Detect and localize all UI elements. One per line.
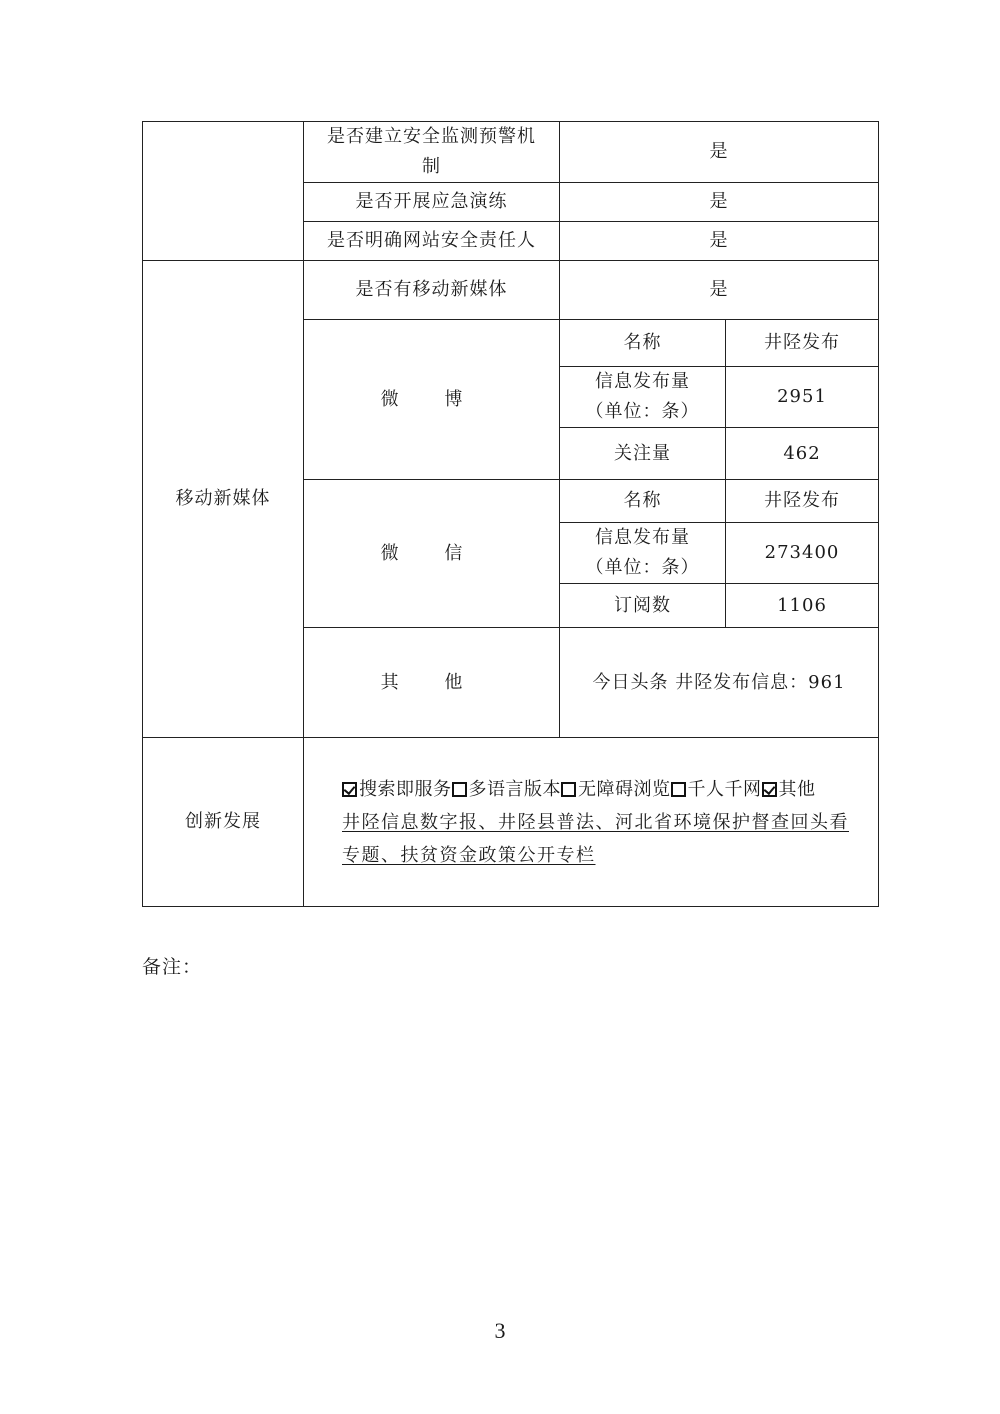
innovation-options — [342, 773, 868, 806]
checkbox-multilingual[interactable] — [452, 782, 467, 797]
weibo-follow-value: 462 — [726, 428, 879, 480]
option-label-2: 无障碍浏览 — [578, 778, 671, 800]
security-value-0: 是 — [560, 122, 879, 183]
option-label-0: 搜索即服务 — [359, 778, 452, 800]
option-label-1: 多语言版本 — [468, 778, 561, 800]
weibo-count-label: 信息发布量（单位：条） — [560, 367, 726, 428]
remarks-label: 备注： — [142, 956, 203, 978]
checkbox-search-service[interactable] — [342, 782, 357, 797]
wechat-count-value: 273400 — [726, 523, 879, 584]
checkbox-accessibility[interactable] — [561, 782, 576, 797]
wechat-count-label: 信息发布量（单位：条） — [560, 523, 726, 584]
weibo-follow-label: 关注量 — [560, 428, 726, 480]
media-section-label: 移动新媒体 — [143, 261, 304, 738]
innovation-section-label: 创新发展 — [143, 738, 304, 907]
innovation-other-text: 井陉信息数字报、井陉县普法、河北省环境保护督查回头看专题、扶贫资金政策公开专栏 — [342, 811, 849, 866]
security-label-0: 是否建立安全监测预警机制 — [304, 122, 560, 183]
option-label-3: 千人千网 — [687, 778, 762, 800]
weibo-name-value: 井陉发布 — [726, 320, 879, 367]
wechat-sub-label: 订阅数 — [560, 584, 726, 628]
wechat-name-label: 名称 — [560, 480, 726, 523]
security-label-1: 是否开展应急演练 — [304, 183, 560, 222]
has-media-label: 是否有移动新媒体 — [304, 261, 560, 320]
page-number: 3 — [494, 1318, 506, 1343]
weibo-count-value: 2951 — [726, 367, 879, 428]
checkbox-personalized[interactable] — [671, 782, 686, 797]
security-section-cell — [143, 122, 304, 261]
weibo-name-label: 名称 — [560, 320, 726, 367]
security-label-2: 是否明确网站安全责任人 — [304, 222, 560, 261]
checkbox-other[interactable] — [762, 782, 777, 797]
wechat-label: 微 信 — [304, 480, 560, 628]
option-label-4: 其他 — [778, 778, 816, 800]
security-value-1: 是 — [560, 183, 879, 222]
report-table — [142, 121, 879, 907]
other-value: 今日头条 井陉发布信息：961 — [560, 628, 879, 738]
innovation-cell — [304, 738, 879, 907]
security-value-2: 是 — [560, 222, 879, 261]
wechat-sub-value: 1106 — [726, 584, 879, 628]
other-label: 其 他 — [304, 628, 560, 738]
wechat-name-value: 井陉发布 — [726, 480, 879, 523]
has-media-value: 是 — [560, 261, 879, 320]
weibo-label: 微 博 — [304, 320, 560, 480]
